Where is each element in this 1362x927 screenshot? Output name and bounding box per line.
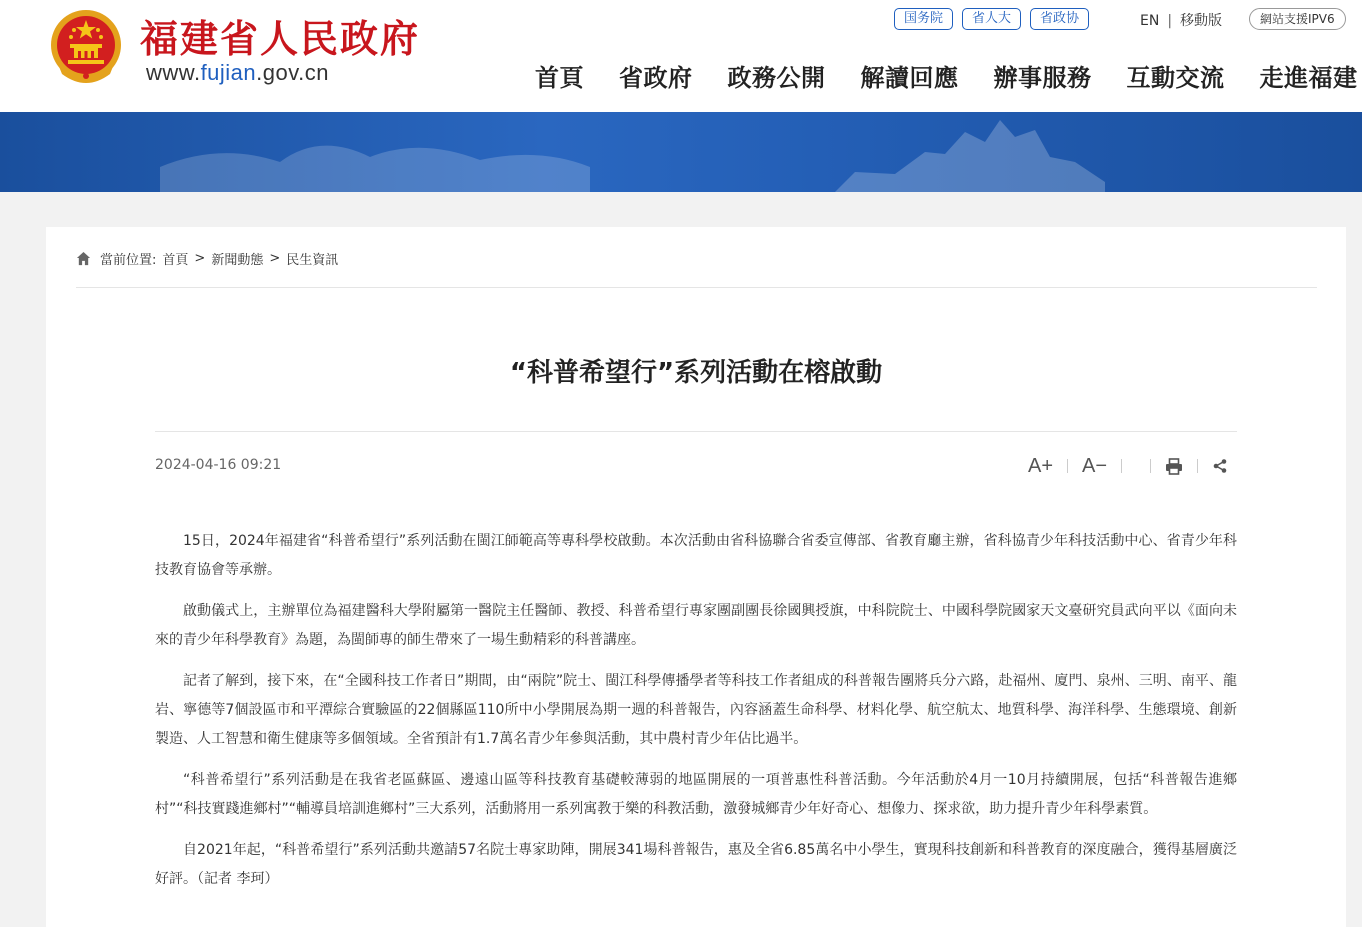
breadcrumb-separator: >	[269, 251, 281, 266]
article-paragraph: “科普希望行”系列活動是在我省老區蘇區、邊遠山區等科技教育基礎較薄弱的地區開展的一項普惠性科普活動。今年活動於4月一10月持續開展，包括“科普報告進鄉村”“科技實踐進鄉村”“輔導員培訓進鄉村”三大系列，活動將用一系列寓教于樂的科教活動，激發城鄉青少年好奇心、想像力、探求欲，助力提升青少年科學素質。	[155, 772, 1237, 817]
url-highlight: fujian	[200, 60, 257, 85]
breadcrumb-label: 當前位置:	[100, 253, 157, 268]
nav-interaction[interactable]: 互動交流	[1126, 64, 1225, 92]
nav-interpretation[interactable]: 解讀回應	[860, 64, 959, 92]
link-provincial-cppcc[interactable]: 省政协	[1030, 8, 1089, 30]
article-paragraph: 自2021年起，“科普希望行”系列活動共邀請57名院士專家助陣，開展341場科普報告，惠及全省6.85萬名中小學生，實現科技創新和科普教育的深度融合，獲得基層廣泛好評。（記者 李珂）	[155, 842, 1237, 887]
breadcrumb-news[interactable]: 新聞動態	[211, 253, 264, 268]
article-card	[46, 227, 1346, 927]
nav-home[interactable]: 首頁	[535, 64, 584, 92]
breadcrumb-divider	[76, 287, 1317, 288]
link-provincial-congress[interactable]: 省人大	[962, 8, 1021, 30]
print-button[interactable]	[1165, 458, 1183, 475]
national-emblem-icon[interactable]	[48, 8, 124, 86]
header-banner	[0, 112, 1362, 192]
url-prefix: www.	[146, 60, 201, 85]
font-increase-button[interactable]: A+	[1028, 454, 1054, 477]
site-url	[146, 60, 329, 86]
breadcrumb-home[interactable]: 首頁	[162, 253, 189, 268]
article-paragraph: 記者了解到，接下來，在“全國科技工作者日”期間，由“兩院”院士、閩江科學傳播學者等科技工作者組成的科普報告團將兵分六路，赴福州、廈門、泉州、三明、南平、龍岩、寧德等7個設區市和平潭綜合實驗區的22個縣區110所中小學開展為期一週的科普報告，內容涵蓋生命科學、材料化學、航空航太、地質科學、海洋科學、生態環境、創新製造、人工智慧和衛生健康等多個領域。全省預計有1.7萬名青少年參與活動，其中農村青少年佔比過半。	[155, 673, 1237, 747]
url-suffix: .gov.cn	[256, 60, 329, 85]
banner-skyline-decoration	[160, 112, 590, 192]
share-button[interactable]	[1212, 458, 1228, 474]
mobile-version-link[interactable]: 移動版	[1180, 13, 1223, 29]
link-state-council[interactable]: 国务院	[894, 8, 953, 30]
article-title: “科普希望行”系列活動在榕啟動	[509, 358, 883, 388]
top-links	[894, 8, 1089, 30]
lang-en-link[interactable]: EN	[1140, 13, 1160, 29]
print-icon	[1165, 458, 1183, 475]
tool-divider	[1197, 459, 1198, 473]
title-divider	[155, 431, 1237, 432]
breadcrumb-separator: >	[194, 251, 206, 266]
article-paragraph: 啟動儀式上，主辦單位為福建醫科大學附屬第一醫院主任醫師、教授、科普希望行專家團副團長徐國興授旗，中科院院士、中國科學院國家天文臺研究員武向平以《面向未來的青少年科學教育》為題，為閩師專的師生帶來了一場生動精彩的科普講座。	[155, 603, 1237, 648]
article-tools	[1028, 455, 1228, 477]
home-icon	[76, 251, 91, 266]
nav-services[interactable]: 辦事服務	[993, 64, 1092, 92]
site-title[interactable]: 福建省人民政府	[140, 16, 421, 61]
site-header	[0, 0, 1362, 112]
tool-divider	[1067, 459, 1068, 473]
font-decrease-button[interactable]: A−	[1082, 454, 1108, 477]
banner-building-decoration	[835, 112, 1105, 192]
nav-discover-fujian[interactable]: 走進福建	[1259, 64, 1358, 92]
lang-separator: |	[1167, 13, 1173, 29]
ipv6-badge: 網站支援IPV6	[1249, 8, 1346, 30]
share-icon	[1212, 458, 1228, 474]
article-paragraph: 15日，2024年福建省“科普希望行”系列活動在閩江師範高等專科學校啟動。本次活動由省科協聯合省委宣傳部、省教育廳主辦，省科協青少年科技活動中心、省青少年科技教育協會等承辦。	[155, 533, 1237, 578]
nav-government-affairs[interactable]: 政務公開	[727, 64, 826, 92]
main-nav	[535, 58, 1358, 93]
language-switch	[1140, 10, 1222, 30]
publish-date: 2024-04-16 09:21	[155, 457, 282, 473]
article-body	[155, 527, 1237, 906]
breadcrumb	[76, 249, 338, 268]
nav-provincial-government[interactable]: 省政府	[619, 64, 693, 92]
tool-divider	[1121, 459, 1122, 473]
tool-divider	[1150, 459, 1151, 473]
breadcrumb-livelihood[interactable]: 民生資訊	[286, 253, 339, 268]
